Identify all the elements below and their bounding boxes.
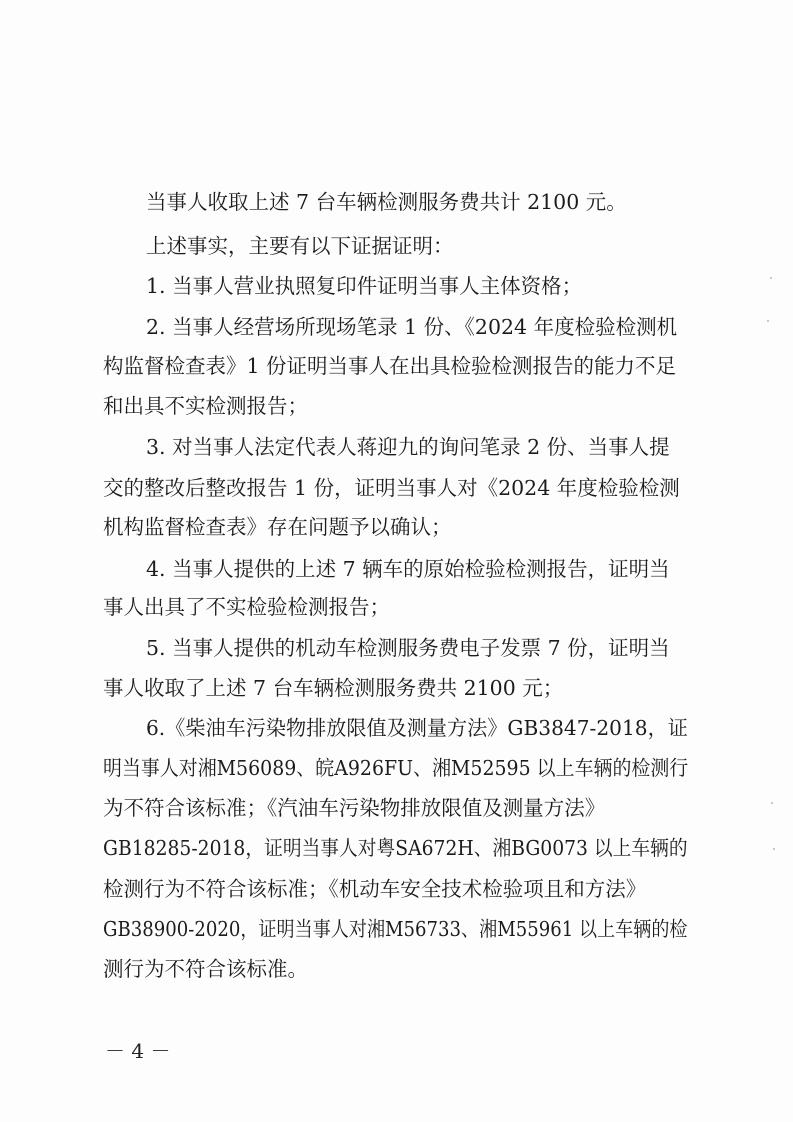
text-line-13 [0,672,793,704]
text-line-11 [0,591,793,623]
scan-speck [773,848,775,850]
line-text: 和出具不实检测报告； [103,394,308,418]
line-text: 构监督检查表》1 份证明当事人在出具检验检测报告的能力不足 [103,354,677,378]
line-text: 交的整改后整改报告 1 份，证明当事人对《2024 年度检验检测 [103,476,680,500]
text-line-6 [0,390,793,422]
line-text: 4. 当事人提供的上述 7 辆车的原始检验检测报告，证明当 [146,557,670,581]
line-text: 测行为不符合该标准。 [103,957,308,981]
line-text: 1. 当事人营业执照复印件证明当事人主体资格； [146,274,583,298]
text-line-9 [0,511,793,543]
text-line-17 [0,832,793,864]
page-number: － 4 － [105,1039,171,1063]
text-line-1 [0,186,793,218]
text-line-19 [0,913,793,945]
line-text: 明当事人对湘M56089、皖A926FU、湘M52595 以上车辆的检测行 [103,756,689,780]
line-text: 5. 当事人提供的机动车检测服务费电子发票 7 份，证明当 [146,636,670,660]
line-text: GB38900-2020，证明当事人对湘M56733、湘M55961 以上车辆的检 [103,917,688,941]
text-line-20 [0,953,793,985]
line-text: 6.《柴油车污染物排放限值及测量方法》GB3847-2018，证 [146,716,688,740]
text-line-4 [0,311,793,343]
line-text: 事人出具了不实检验检测报告； [103,595,390,619]
line-text: 事人收取了上述 7 台车辆检测服务费共 2100 元； [103,676,564,700]
line-text: 当事人收取上述 7 台车辆检测服务费共计 2100 元。 [146,190,627,214]
text-line-18 [0,873,793,905]
text-line-2 [0,230,793,262]
scan-speck [770,277,772,279]
line-text: 机构监督检查表》存在问题予以确认； [103,515,452,539]
text-line-10 [0,553,793,585]
text-line-15 [0,752,793,784]
line-text: 2. 当事人经营场所现场笔录 1 份、《2024 年度检验检测机 [146,315,678,339]
line-text: 检测行为不符合该标准；《机动车安全技术检验项且和方法》 [103,877,647,901]
text-line-5 [0,350,793,382]
scan-speck [771,802,773,804]
line-text: 为不符合该标准；《汽油车污染物排放限值及测量方法》 [103,796,606,820]
line-text: 上述事实，主要有以下证据证明： [146,234,454,258]
text-line-7 [0,431,793,463]
scan-speck [767,320,769,322]
text-line-8 [0,472,793,504]
text-line-14 [0,712,793,744]
line-text: GB18285-2018，证明当事人对粤SA672H、湘BG0073 以上车辆的 [103,836,688,860]
text-line-3 [0,270,793,302]
line-text: 3. 对当事人法定代表人蒋迎九的询问笔录 2 份、当事人提 [146,435,670,459]
text-line-12 [0,632,793,664]
text-line-16 [0,792,793,824]
